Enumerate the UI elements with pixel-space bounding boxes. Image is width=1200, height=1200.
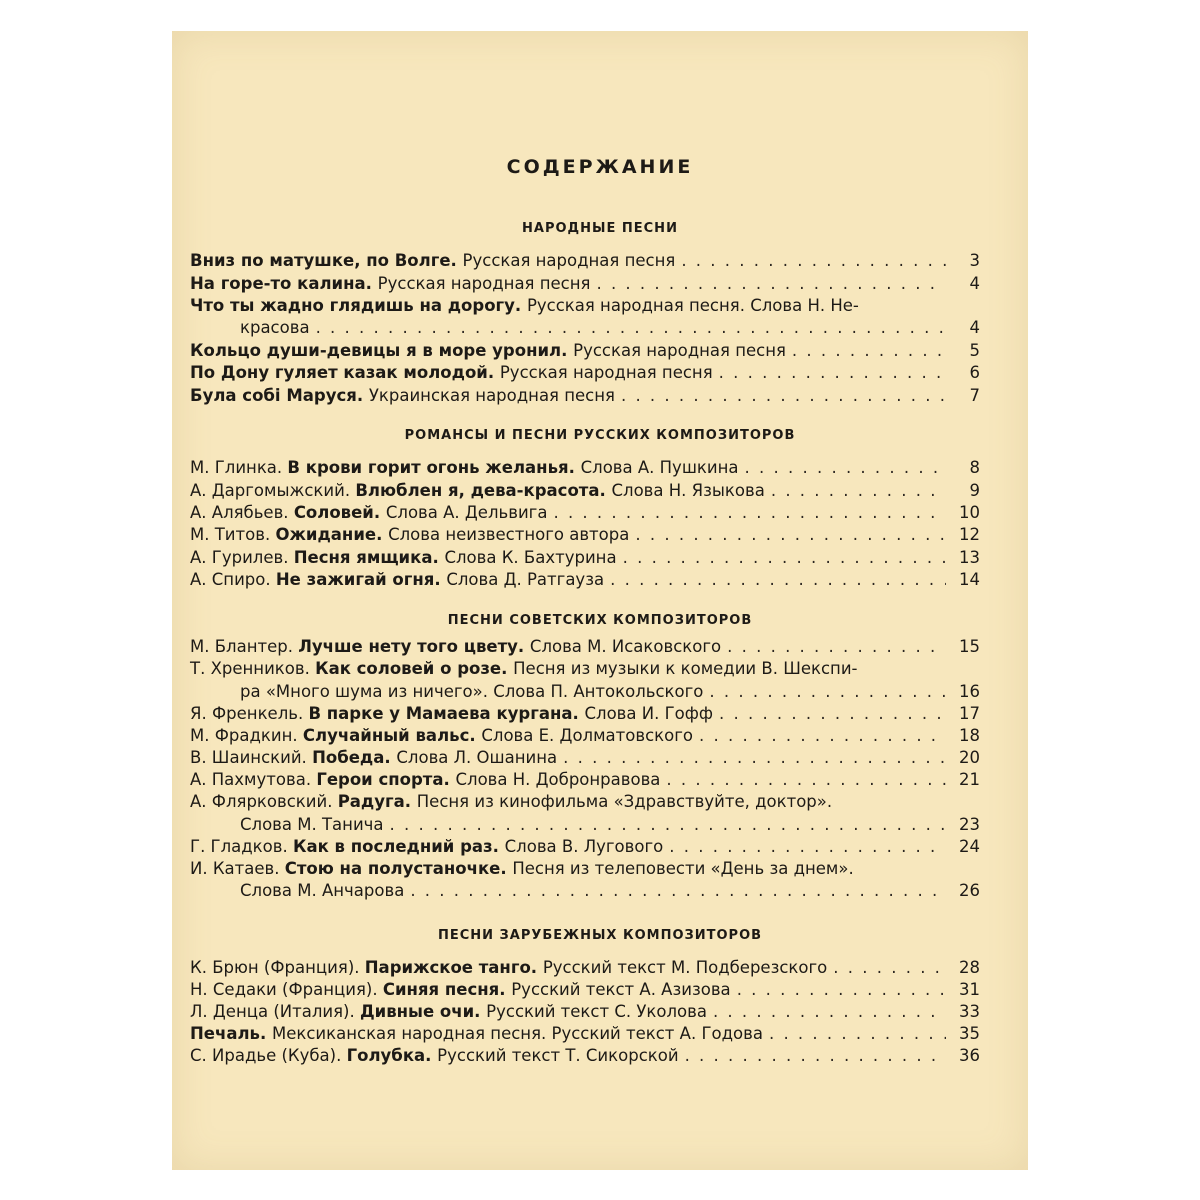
song-title: Как соловей о розе.: [315, 659, 514, 678]
toc-entry: [240, 317, 980, 339]
toc-entry-text: [190, 769, 660, 791]
song-info: Русский текст М. Подберезского: [542, 958, 828, 977]
toc-entry: [190, 791, 980, 813]
toc-entry-text: [190, 658, 858, 680]
toc-entry-text: [190, 1001, 707, 1023]
song-title: Вниз по матушке, по Волге.: [190, 251, 463, 270]
page-number: 23: [959, 815, 980, 834]
toc-entry: [190, 1001, 980, 1023]
toc-entry: [190, 295, 980, 317]
toc-entry-text: [190, 524, 629, 546]
toc-entry: [190, 658, 980, 680]
page-number: 12: [959, 525, 980, 544]
song-title: Герои спорта.: [316, 770, 456, 789]
toc-entry: [190, 502, 980, 524]
dot-leader: [610, 569, 946, 591]
song-info: Слова Н. Добронравова: [455, 770, 661, 789]
toc-entry-text: [190, 836, 663, 858]
dot-leader: [769, 1023, 946, 1045]
composer: А. Гурилев.: [190, 548, 294, 567]
song-info: Слова М. Анчарова: [240, 881, 405, 900]
page-title: СОДЕРЖАНИЕ: [506, 156, 694, 178]
toc-entry-text: [190, 273, 590, 295]
song-info: Русская народная песня: [499, 363, 713, 382]
section-heading: ПЕСНИ СОВЕТСКИХ КОМПОЗИТОРОВ: [447, 613, 753, 628]
toc-entry: [240, 880, 980, 902]
song-info: Русский текст С. Уколова: [486, 1002, 707, 1021]
toc-entry-text: [190, 295, 859, 317]
song-info: Слова Л. Ошанина: [396, 748, 558, 767]
toc-entry: [190, 1023, 980, 1045]
toc-entry-text: [240, 880, 404, 902]
composer: Я. Френкель.: [190, 704, 309, 723]
toc-entry-text: [190, 725, 693, 747]
song-title: Синяя песня.: [382, 980, 512, 999]
dot-leader: [316, 317, 946, 339]
composer: М. Глинка.: [190, 458, 288, 477]
composer: М. Титов.: [190, 525, 276, 544]
toc-entry: [190, 1045, 980, 1067]
page-number: 33: [959, 1002, 980, 1021]
page-number: 4: [969, 274, 980, 293]
toc-entry-text: [190, 340, 786, 362]
song-info: Слова М. Танича: [240, 815, 384, 834]
dot-leader: [596, 273, 946, 295]
composer: С. Ирадье (Куба).: [190, 1046, 347, 1065]
composer: М. Блантер.: [190, 637, 299, 656]
song-title: Голубка.: [346, 1046, 438, 1065]
dot-leader: [792, 340, 946, 362]
dot-leader: [390, 814, 946, 836]
toc-entry: [190, 979, 980, 1001]
dot-leader: [719, 362, 946, 384]
toc-entry-text: [190, 385, 615, 407]
page-number: 15: [959, 637, 980, 656]
song-info: Русский текст А. Азизова: [511, 980, 731, 999]
song-title: Була собі Маруся.: [190, 386, 369, 405]
song-info: Слова И. Гофф: [584, 704, 713, 723]
toc-entry-text: [190, 1045, 679, 1067]
song-info: Слова К. Бахтурина: [444, 548, 617, 567]
toc-entry: [190, 362, 980, 384]
page-number: 9: [969, 481, 980, 500]
composer: А. Флярковский.: [190, 792, 338, 811]
toc-entry-text: [190, 457, 739, 479]
page-number: 14: [959, 570, 980, 589]
toc-entry-text: [240, 814, 384, 836]
song-info: Песня из музыки к комедии В. Шекспи-: [513, 659, 858, 678]
song-info: Песня из кинофильма «Здравствуйте, доктор».: [416, 792, 833, 811]
song-title: Кольцо души-девицы я в море уронил.: [190, 341, 574, 360]
toc-entry-text: [190, 480, 765, 502]
song-title: Что ты жадно глядишь на дорогу.: [190, 296, 527, 315]
dot-leader: [745, 457, 946, 479]
dot-leader: [713, 1001, 946, 1023]
composer: М. Фрадкин.: [190, 726, 303, 745]
song-info: Русская народная песня: [377, 274, 591, 293]
dot-leader: [771, 480, 946, 502]
toc-entry: [240, 681, 980, 703]
toc-entry: [190, 858, 980, 880]
song-info: Русская народная песня. Слова Н. Не-: [526, 296, 859, 315]
toc-entry-text: [190, 547, 617, 569]
song-info: Слова Н. Языкова: [611, 481, 765, 500]
song-info: Слова неизвестного автора: [388, 525, 630, 544]
page-number: 13: [959, 548, 980, 567]
song-title: Песня ямщика.: [293, 548, 445, 567]
page-number: 36: [959, 1046, 980, 1065]
dot-leader: [719, 703, 946, 725]
dot-leader: [681, 250, 946, 272]
dot-leader: [410, 880, 946, 902]
page-number: 6: [969, 363, 980, 382]
toc-entry: [190, 273, 980, 295]
page-number: 16: [959, 682, 980, 701]
toc-entry: [190, 836, 980, 858]
dot-leader: [666, 769, 946, 791]
toc-entry-text: [190, 250, 675, 272]
page-number: 4: [969, 318, 980, 337]
toc-entry-text: [190, 636, 721, 658]
song-info: Мексиканская народная песня. Русский текст А. Годова: [272, 1024, 763, 1043]
dot-leader: [737, 979, 946, 1001]
toc-entry: [190, 547, 980, 569]
song-title: Парижское танго.: [364, 958, 543, 977]
song-info: Слова В. Лугового: [504, 837, 664, 856]
song-info: ра «Много шума из ничего». Слова П. Антокольского: [240, 682, 704, 701]
song-title: Лучше нету того цвету.: [298, 637, 530, 656]
composer: А. Даргомыжский.: [190, 481, 356, 500]
toc-entry: [190, 340, 980, 362]
dot-leader: [833, 957, 946, 979]
toc-entry-text: [240, 681, 703, 703]
page-number: 17: [959, 704, 980, 723]
composer: Г. Гладков.: [190, 837, 293, 856]
song-title: Соловей.: [293, 503, 386, 522]
page-number: 28: [959, 958, 980, 977]
song-title: Случайный вальс.: [302, 726, 482, 745]
toc-entry: [190, 769, 980, 791]
song-info: Слова А. Дельвига: [385, 503, 548, 522]
section-heading: НАРОДНЫЕ ПЕСНИ: [522, 221, 678, 236]
song-title: Печаль.: [190, 1024, 272, 1043]
dot-leader: [699, 725, 946, 747]
toc-entry: [190, 480, 980, 502]
toc-entry-text: [190, 703, 713, 725]
dot-leader: [563, 747, 946, 769]
song-info: Слова М. Исаковского: [529, 637, 722, 656]
song-title: По Дону гуляет казак молодой.: [190, 363, 500, 382]
page-number: 7: [969, 386, 980, 405]
toc-entry: [190, 524, 980, 546]
toc-entry: [190, 569, 980, 591]
page-number: 8: [969, 458, 980, 477]
book-page: [172, 31, 1028, 1170]
dot-leader: [709, 681, 946, 703]
page-number: 26: [959, 881, 980, 900]
song-title: Стою на полустаночке.: [284, 859, 513, 878]
toc-entry: [190, 457, 980, 479]
dot-leader: [621, 385, 946, 407]
dot-leader: [623, 547, 946, 569]
song-title: Дивные очи.: [359, 1002, 487, 1021]
toc-entry-text: [190, 747, 557, 769]
page-number: 10: [959, 503, 980, 522]
toc-entry: [190, 385, 980, 407]
toc-entry: [190, 725, 980, 747]
dot-leader: [685, 1045, 946, 1067]
page-number: 31: [959, 980, 980, 999]
song-title: Как в последний раз.: [292, 837, 505, 856]
toc-entry: [190, 747, 980, 769]
toc-entry-text: [190, 979, 731, 1001]
toc-entry: [190, 957, 980, 979]
song-info: Слова А. Пушкина: [580, 458, 739, 477]
toc-entry-text: [190, 362, 713, 384]
toc-entry: [240, 814, 980, 836]
page-number: 24: [959, 837, 980, 856]
composer: Н. Седаки (Франция).: [190, 980, 383, 999]
song-info: Русская народная песня: [462, 251, 676, 270]
toc-entry: [190, 250, 980, 272]
song-title: Радуга.: [337, 792, 417, 811]
page-number: 21: [959, 770, 980, 789]
toc-entry-text: [190, 858, 854, 880]
dot-leader: [727, 636, 946, 658]
song-info: Слова Д. Ратгауза: [446, 570, 605, 589]
page-number: 5: [969, 341, 980, 360]
toc-entry-text: [240, 317, 310, 339]
composer: А. Спиро.: [190, 570, 276, 589]
song-info: Русская народная песня: [573, 341, 786, 360]
section-heading: РОМАНСЫ И ПЕСНИ РУССКИХ КОМПОЗИТОРОВ: [404, 428, 796, 443]
section-heading: ПЕСНИ ЗАРУБЕЖНЫХ КОМПОЗИТОРОВ: [437, 928, 763, 943]
page-number: 35: [959, 1024, 980, 1043]
toc-entry-text: [190, 1023, 763, 1045]
toc-entry: [190, 703, 980, 725]
dot-leader: [669, 836, 946, 858]
song-title: Победа.: [312, 748, 397, 767]
composer: А. Алябьев.: [190, 503, 294, 522]
song-title: В крови горит огонь желанья.: [287, 458, 581, 477]
composer: К. Брюн (Франция).: [190, 958, 365, 977]
song-info: Русский текст Т. Сикорской: [437, 1046, 679, 1065]
song-info: красова: [240, 318, 310, 337]
toc-entry-text: [190, 502, 547, 524]
song-title: Влюблен я, дева-красота.: [355, 481, 612, 500]
song-title: Не зажигай огня.: [275, 570, 447, 589]
page-number: 3: [969, 251, 980, 270]
page-number: 20: [959, 748, 980, 767]
dot-leader: [553, 502, 946, 524]
song-title: В парке у Мамаева кургана.: [308, 704, 585, 723]
song-title: Ожидание.: [275, 525, 389, 544]
toc-entry: [190, 636, 980, 658]
song-info: Слова Е. Долматовского: [481, 726, 693, 745]
song-info: Украинская народная песня: [368, 386, 615, 405]
song-title: На горе-то калина.: [190, 274, 378, 293]
composer: И. Катаев.: [190, 859, 285, 878]
toc-entry-text: [190, 791, 832, 813]
composer: А. Пахмутова.: [190, 770, 317, 789]
toc-entry-text: [190, 957, 827, 979]
composer: Т. Хренников.: [190, 659, 316, 678]
toc-entry-text: [190, 569, 604, 591]
composer: Л. Денца (Италия).: [190, 1002, 360, 1021]
dot-leader: [635, 524, 946, 546]
composer: В. Шаинский.: [190, 748, 313, 767]
song-info: Песня из телеповести «День за днем».: [512, 859, 854, 878]
page-number: 18: [959, 726, 980, 745]
